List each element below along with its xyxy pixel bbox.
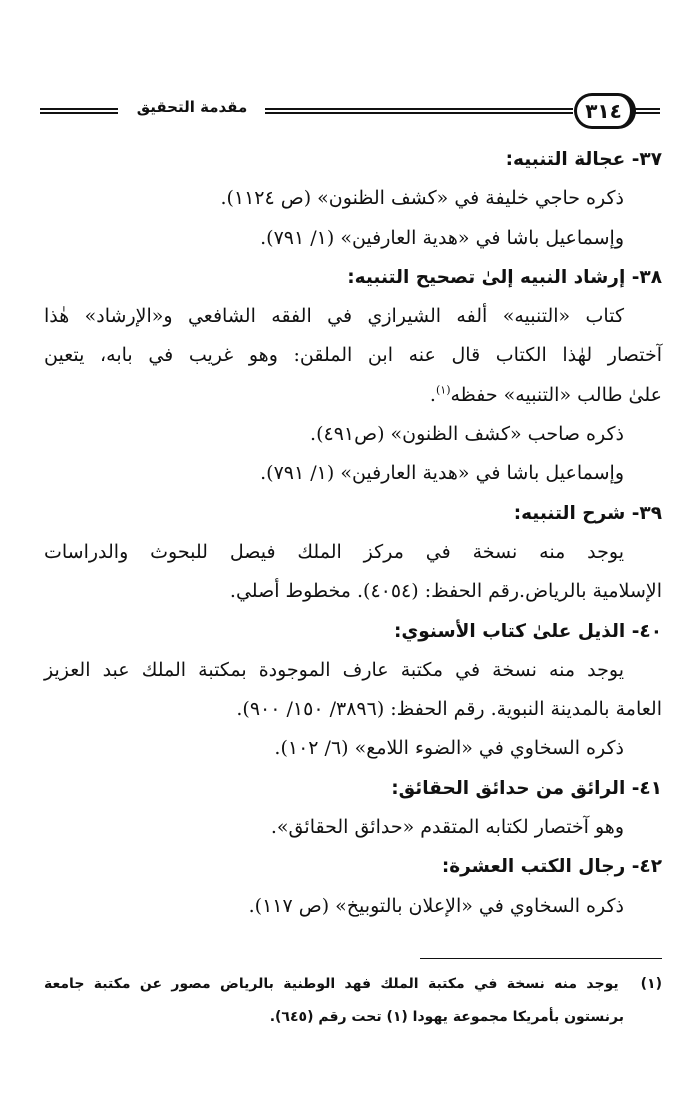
header-rule-right: [632, 108, 660, 114]
header-rule-left: [40, 108, 118, 114]
text-line: الإسلامية بالرياض.رقم الحفظ: (٤٠٥٤). مخطوط أصلي.: [229, 580, 662, 603]
text-line: ذكره حاجي خليفة في «كشف الظنون» (ص ١١٢٤).: [220, 187, 624, 210]
body-text: [44, 140, 662, 926]
text-line: آختصار لهٰذا الكتاب قال عنه ابن الملقن: وهو غريب في بابه، يتعين: [44, 344, 662, 367]
text-line: وهو آختصار لكتابه المتقدم «حدائق الحقائق».: [270, 816, 624, 839]
item-40-heading: ٤٠- الذيل علىٰ كتاب الأسنوي:: [393, 620, 662, 642]
footnote-reference: (١): [435, 383, 451, 397]
text-line: ذكره السخاوي في «الضوء اللامع» (٦/ ١٠٢).: [274, 737, 624, 760]
footnote-1: [44, 968, 662, 1001]
text-line: يوجد منه نسخة في مكتبة عارف الموجودة بمكتبة الملك عبد العزيز: [44, 658, 624, 681]
item-37-heading: ٣٧- عجالة التنبيه:: [505, 149, 662, 170]
footnote-separator: [420, 958, 662, 959]
footnotes: [44, 968, 662, 1034]
item-42-heading: ٤٢- رجال الكتب العشرة:: [441, 856, 662, 878]
text-line-with-footnote: [44, 376, 662, 415]
page-header: [40, 92, 660, 132]
item-39-heading: ٣٩- شرح التنبيه:: [513, 502, 662, 524]
footnote-text: يوجد منه نسخة في مكتبة الملك فهد الوطنية بالرياض مصور عن مكتبة جامعة: [44, 976, 619, 992]
text-line: وإسماعيل باشا في «هدية العارفين» (١/ ٧٩١).: [260, 226, 624, 249]
item-38-heading: ٣٨- إرشاد النبيه إلىٰ تصحيح التنبيه:: [347, 266, 662, 288]
text-span: علىٰ طالب «التنبيه» حفظه: [450, 383, 662, 406]
text-line: ذكره السخاوي في «الإعلان بالتوبيخ» (ص ١١٧).: [248, 894, 624, 917]
sentence-end: .: [429, 383, 436, 406]
text-line: وإسماعيل باشا في «هدية العارفين» (١/ ٧٩١).: [260, 462, 624, 485]
text-line: كتاب «التنبيه» ألفه الشيرازي في الفقه الشافعي و«الإرشاد» هٰذا: [44, 305, 624, 328]
page-number: ٣١٤: [574, 93, 636, 129]
text-line: العامة بالمدينة النبوية. رقم الحفظ: (٣٨٩٦/ ١٥٠/ ٩٠٠).: [236, 698, 662, 721]
header-rule-middle: [265, 108, 573, 114]
footnote-number: (١): [640, 976, 662, 992]
item-41-heading: ٤١- الرائق من حدائق الحقائق:: [391, 777, 662, 799]
text-line: يوجد منه نسخة في مركز الملك فيصل للبحوث والدراسات: [44, 540, 624, 563]
footnote-1-continued: برنستون بأمريكا مجموعة يهودا (١) تحت رقم (٦٤٥).: [269, 1009, 624, 1025]
section-title: مقدمة التحقيق: [136, 98, 248, 116]
text-line: ذكره صاحب «كشف الظنون» (ص٤٩١).: [310, 423, 624, 446]
